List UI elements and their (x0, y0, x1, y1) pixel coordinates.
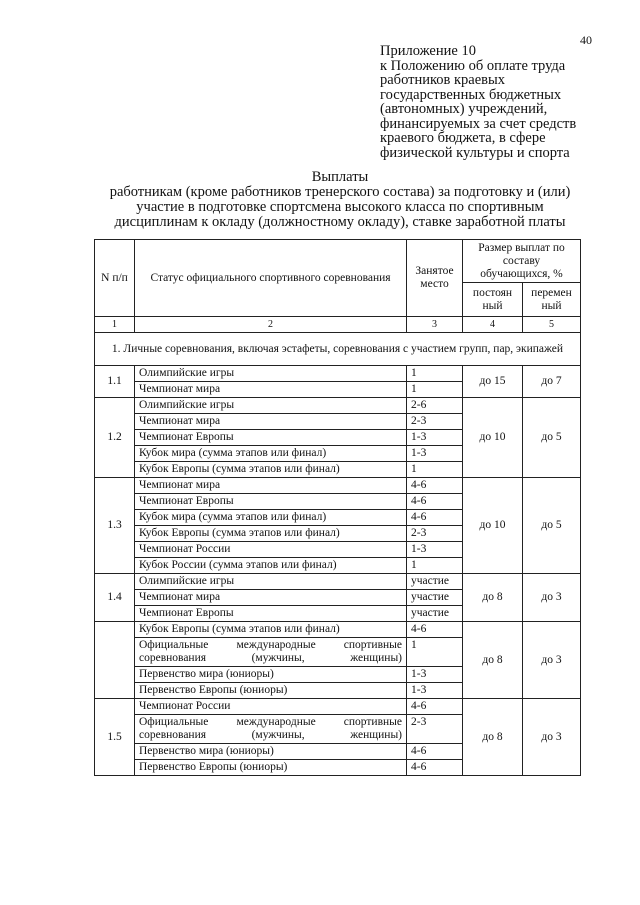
competition-status: Чемпионат мира (135, 382, 407, 398)
competition-status: Официальные международные спортивные соревнования (мужчины, женщины) (135, 638, 407, 667)
place-taken: 1-3 (407, 446, 463, 462)
place-taken: 4-6 (407, 478, 463, 494)
place-taken: 4-6 (407, 699, 463, 715)
title-line: дисциплинам к окладу (должностному окладу), ставке заработной платы (114, 214, 566, 230)
header-size: Размер выплат по составу обучающихся, % (463, 240, 581, 283)
competition-status: Кубок России (сумма этапов или финал) (135, 558, 407, 574)
table-row (95, 366, 581, 382)
group-number: 1.1 (95, 366, 135, 398)
table-row (95, 398, 581, 414)
place-taken: участие (407, 574, 463, 590)
col-number: 4 (463, 317, 523, 333)
title-line: участие в подготовке спортсмена высокого класса по спортивным (136, 199, 544, 215)
document-title (60, 170, 620, 230)
competition-status: Чемпионат России (135, 699, 407, 715)
place-taken: 1 (407, 462, 463, 478)
place-taken: 4-6 (407, 622, 463, 638)
table-row (95, 574, 581, 590)
header-permanent: постоян ный (463, 283, 523, 317)
header-variable: перемен ный (523, 283, 581, 317)
competition-status: Кубок Европы (сумма этапов или финал) (135, 462, 407, 478)
place-taken: 4-6 (407, 494, 463, 510)
group-number: 1.2 (95, 398, 135, 478)
header-status: Статус официального спортивного соревнования (135, 240, 407, 317)
competition-status: Чемпионат мира (135, 590, 407, 606)
competition-status: Олимпийские игры (135, 574, 407, 590)
appendix-line: (автономных) учреждений, (380, 101, 548, 117)
competition-status: Кубок мира (сумма этапов или финал) (135, 510, 407, 526)
table-row (95, 478, 581, 494)
place-taken: 4-6 (407, 510, 463, 526)
table-row (95, 699, 581, 715)
place-taken: участие (407, 590, 463, 606)
place-taken: 2-3 (407, 715, 463, 744)
appendix-line: Приложение 10 (380, 43, 476, 59)
permanent-payment: до 8 (463, 699, 523, 776)
group-number: 1.5 (95, 699, 135, 776)
competition-status: Первенство мира (юниоры) (135, 744, 407, 760)
competition-status: Олимпийские игры (135, 398, 407, 414)
competition-status: Олимпийские игры (135, 366, 407, 382)
competition-status: Чемпионат Европы (135, 494, 407, 510)
title-line: работникам (кроме работников тренерского состава) за подготовку и (или) (109, 184, 571, 200)
place-taken: 1 (407, 382, 463, 398)
competition-status: Чемпионат мира (135, 478, 407, 494)
payments-table (94, 239, 581, 776)
header-num: N п/п (95, 240, 135, 317)
group-number (95, 622, 135, 699)
section-heading: 1. Личные соревнования, включая эстафеты, соревнования с участием групп, пар, экипажей (95, 333, 581, 366)
place-taken: 2-3 (407, 414, 463, 430)
permanent-payment: до 8 (463, 622, 523, 699)
appendix-line: физической культуры и спорта (380, 144, 570, 161)
group-number: 1.3 (95, 478, 135, 574)
place-taken: 1-3 (407, 430, 463, 446)
appendix-line: работников краевых (380, 72, 506, 88)
competition-status: Первенство Европы (юниоры) (135, 683, 407, 699)
place-taken: 4-6 (407, 760, 463, 776)
header-place: Занятое место (407, 240, 463, 317)
place-taken: 4-6 (407, 744, 463, 760)
competition-status: Чемпионат Европы (135, 430, 407, 446)
competition-status: Чемпионат России (135, 542, 407, 558)
group-number: 1.4 (95, 574, 135, 622)
permanent-payment: до 10 (463, 398, 523, 478)
permanent-payment: до 8 (463, 574, 523, 622)
appendix-line: к Положению об оплате труда (380, 57, 566, 74)
table-header (95, 240, 581, 333)
variable-payment: до 7 (523, 366, 581, 398)
variable-payment: до 5 (523, 398, 581, 478)
table-body (95, 333, 581, 776)
variable-payment: до 5 (523, 478, 581, 574)
competition-status: Кубок Европы (сумма этапов или финал) (135, 526, 407, 542)
competition-status: Кубок мира (сумма этапов или финал) (135, 446, 407, 462)
appendix-line: краевого бюджета, в сфере (380, 130, 546, 146)
place-taken: 2-3 (407, 526, 463, 542)
col-number: 5 (523, 317, 581, 333)
permanent-payment: до 15 (463, 366, 523, 398)
place-taken: 1-3 (407, 683, 463, 699)
appendix-line: финансируемых за счет средств (380, 115, 577, 132)
place-taken: 1-3 (407, 542, 463, 558)
place-taken: 1-3 (407, 667, 463, 683)
competition-status: Первенство Европы (юниоры) (135, 760, 407, 776)
competition-status: Первенство мира (юниоры) (135, 667, 407, 683)
variable-payment: до 3 (523, 699, 581, 776)
page-number: 40 (580, 33, 592, 47)
title-heading: Выплаты (311, 169, 369, 185)
place-taken: участие (407, 606, 463, 622)
col-number: 1 (95, 317, 135, 333)
competition-status: Чемпионат мира (135, 414, 407, 430)
place-taken: 1 (407, 638, 463, 667)
appendix-line: государственных бюджетных (380, 86, 562, 103)
competition-status: Кубок Европы (сумма этапов или финал) (135, 622, 407, 638)
place-taken: 2-6 (407, 398, 463, 414)
table-row (95, 622, 581, 638)
variable-payment: до 3 (523, 574, 581, 622)
col-number: 2 (135, 317, 407, 333)
col-number: 3 (407, 317, 463, 333)
competition-status: Официальные международные спортивные соревнования (мужчины, женщины) (135, 715, 407, 744)
variable-payment: до 3 (523, 622, 581, 699)
permanent-payment: до 10 (463, 478, 523, 574)
appendix-block (380, 44, 610, 160)
competition-status: Чемпионат Европы (135, 606, 407, 622)
place-taken: 1 (407, 558, 463, 574)
place-taken: 1 (407, 366, 463, 382)
